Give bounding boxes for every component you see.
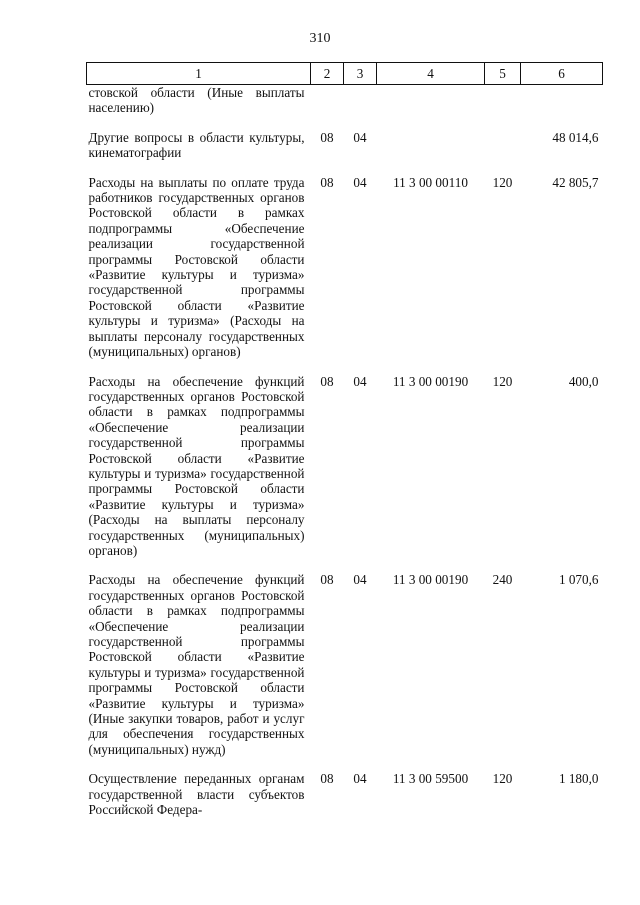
row-expense-type xyxy=(485,85,521,116)
row-subsection: 04 xyxy=(353,771,367,787)
row-amount: 400,0 xyxy=(568,373,599,389)
table-row xyxy=(87,116,603,161)
row-expense-type xyxy=(485,116,521,161)
page-number: 310 xyxy=(309,31,331,46)
row-section: 08 xyxy=(320,174,334,190)
table-row xyxy=(87,360,603,559)
row-expense-type: 240 xyxy=(492,572,513,588)
row-subsection: 04 xyxy=(353,373,367,389)
table-row xyxy=(87,558,603,757)
row-amount: 1 070,6 xyxy=(558,572,599,588)
row-description: стовской области (Иные выплаты населению) xyxy=(88,85,305,116)
row-expense-type: 120 xyxy=(492,373,513,389)
row-description: Другие вопросы в области культуры, кинематографии xyxy=(88,129,305,161)
column-header-target-article: 4 xyxy=(377,63,485,85)
row-amount: 48 014,6 xyxy=(552,129,599,145)
row-target-article: 11 3 00 59500 xyxy=(392,771,469,787)
row-amount: 1 180,0 xyxy=(558,771,599,787)
row-subsection: 04 xyxy=(353,572,367,588)
row-amount xyxy=(521,85,603,116)
column-header-description: 1 xyxy=(87,63,311,85)
row-target-article: 11 3 00 00190 xyxy=(392,572,469,588)
table-row xyxy=(87,85,603,116)
row-amount: 42 805,7 xyxy=(552,174,599,190)
row-expense-type: 120 xyxy=(492,771,513,787)
row-description: Осуществление переданных органам государственной власти субъектов Российской Федера- xyxy=(88,771,305,818)
row-section xyxy=(311,85,344,116)
row-target-article: 11 3 00 00110 xyxy=(393,174,468,190)
row-subsection: 04 xyxy=(353,174,367,190)
column-header-section: 2 xyxy=(311,63,344,85)
row-target-article xyxy=(377,85,485,116)
budget-table xyxy=(86,62,603,817)
row-target-article: 11 3 00 00190 xyxy=(392,373,469,389)
column-header-amount: 6 xyxy=(521,63,603,85)
row-section: 08 xyxy=(320,572,334,588)
row-target-article xyxy=(377,116,485,161)
row-section: 08 xyxy=(320,771,334,787)
column-header-subsection: 3 xyxy=(344,63,377,85)
row-description: Расходы на выплаты по оплате труда работников государственных органов Ростовской области в рамках подпрограммы «Обеспечение реализации государственной программы Ростовской области «Развитие культуры и туризма» государственной программы Ростовской области «Развитие культуры и туризма» (Расходы на выплаты персоналу государственных (муниципальных) органов) xyxy=(88,174,305,360)
row-section: 08 xyxy=(320,373,334,389)
row-subsection xyxy=(344,85,377,116)
table-row xyxy=(87,161,603,360)
row-section: 08 xyxy=(320,129,334,145)
row-subsection: 04 xyxy=(353,129,367,145)
table-row xyxy=(87,757,603,817)
row-description: Расходы на обеспечение функций государственных органов Ростовской области в рамках подпрограммы «Обеспечение реализации государственной программы Ростовской области «Развитие культуры и туризма» государственной программы Ростовской области «Развитие культуры и туризма» (Расходы на выплаты персоналу государственных (муниципальных) органов) xyxy=(88,373,305,558)
column-header-expense-type: 5 xyxy=(485,63,521,85)
table-header-row xyxy=(87,63,603,85)
row-expense-type: 120 xyxy=(492,174,513,190)
row-description: Расходы на обеспечение функций государственных органов Ростовской области в рамках подпрограммы «Обеспечение реализации государственной программы Ростовской области «Развитие культуры и туризма» государственной программы Ростовской области «Развитие культуры и туризма» (Иные закупки товаров, работ и услуг для обеспечения государственных (муниципальных) нужд) xyxy=(88,572,305,757)
